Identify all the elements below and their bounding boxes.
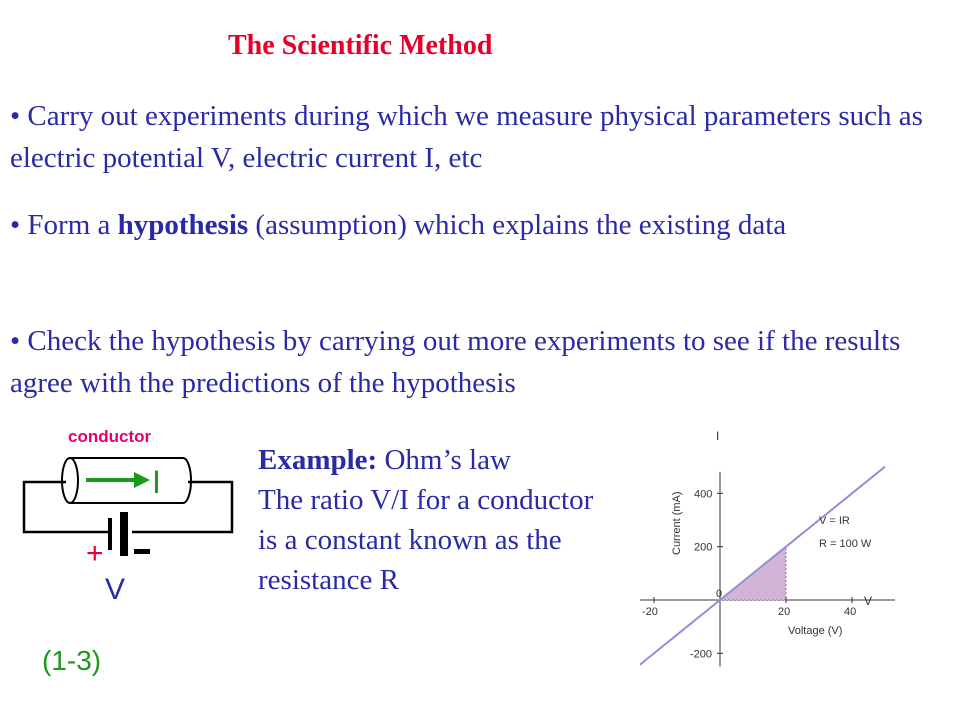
resistance-label: R = 100 W <box>819 538 872 550</box>
bullet-hypothesis: • Form a hypothesis (assumption) which explains the existing data <box>10 209 787 241</box>
x-tick-label: 40 <box>844 606 857 618</box>
y-tick-label: 200 <box>694 541 713 554</box>
x-tick-label: 20 <box>778 606 791 618</box>
bullet-bold-term: hypothesis <box>117 209 249 241</box>
minus-sign <box>134 549 150 554</box>
bullet-experiments: • Carry out experiments during which we measure physical parameters such as electric potential V, electric current I, etc <box>10 100 923 174</box>
battery-icon <box>108 512 128 556</box>
bullet-check-hypothesis: • Check the hypothesis by carrying out more experiments to see if the results agree with the predictions of the hypothesis <box>10 325 901 399</box>
y-tick-label: -200 <box>690 648 713 661</box>
y-axis-label: Current (mA) <box>671 491 683 555</box>
current-arrow-icon <box>86 472 150 488</box>
example-block <box>258 440 618 600</box>
ohms-law-graph <box>640 425 900 710</box>
bullet-text-post: (assumption) which explains the existing data <box>248 209 787 241</box>
example-heading: Ohm’s law <box>377 444 511 476</box>
voltage-label: V <box>105 573 126 606</box>
slide-title: The Scientific Method <box>228 30 493 61</box>
plus-sign: + <box>86 537 104 570</box>
x-tick-label: -20 <box>642 606 658 618</box>
x-axis-symbol: V <box>864 594 873 608</box>
x-tick-label: 0 <box>716 588 723 600</box>
y-tick-label: 400 <box>694 488 713 501</box>
bullet-text: Check the hypothesis by carrying out more experiments to see if the results agree with the predictions of the hypothesis <box>10 325 901 399</box>
y-axis-symbol: I <box>716 429 720 443</box>
equation-label: V = IR <box>819 515 850 527</box>
bullet-text: Carry out experiments during which we measure physical parameters such as electric potential V, electric current I, etc <box>10 100 923 174</box>
bullet-text-pre: Form a <box>27 209 118 241</box>
example-label: Example: <box>258 444 378 476</box>
current-label: I <box>152 464 161 500</box>
x-axis-label: Voltage (V) <box>788 625 843 637</box>
circuit-diagram <box>0 418 250 618</box>
example-text: The ratio V/I for a conductor is a constant known as the resistance R <box>258 484 594 596</box>
conductor-label: conductor <box>68 427 152 446</box>
slide-number: (1-3) <box>42 645 102 676</box>
